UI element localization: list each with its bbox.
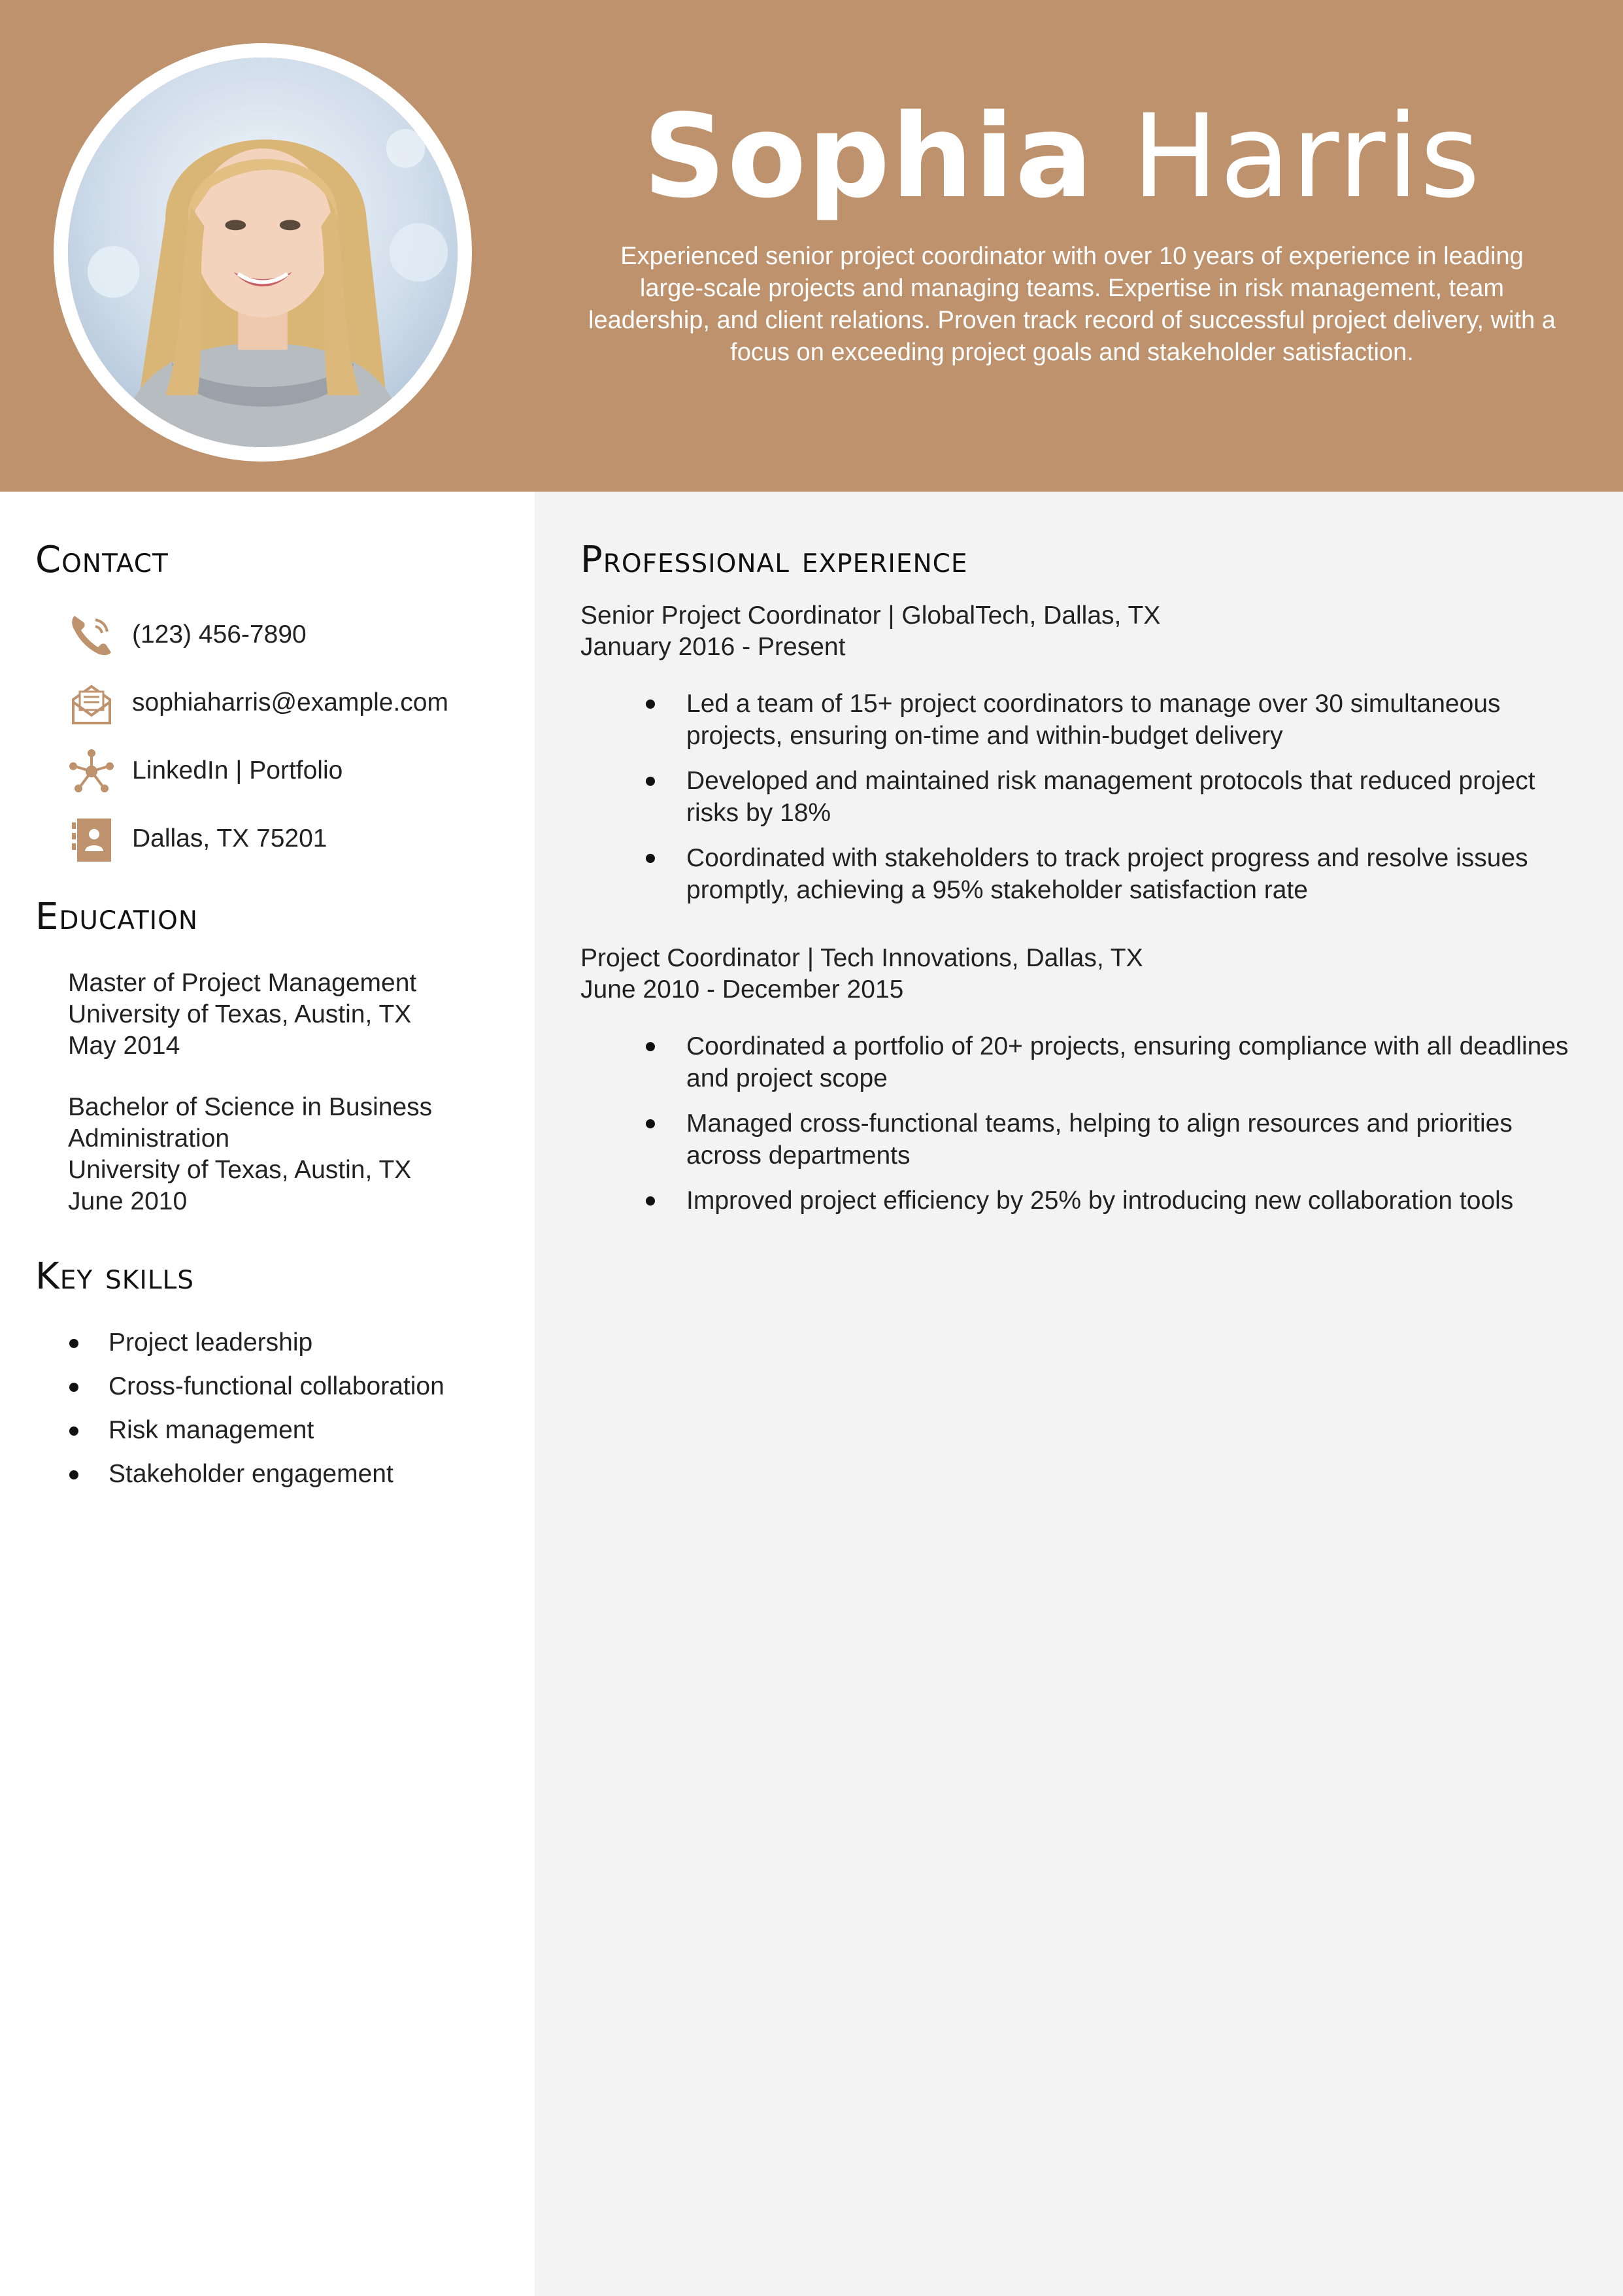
education-degree-continued: Administration (68, 1124, 230, 1153)
portrait-illustration (68, 58, 458, 447)
profile-photo-frame (54, 43, 472, 462)
education-school: University of Texas, Austin, TX (68, 1156, 412, 1184)
last-name: Harris (1131, 90, 1482, 224)
contact-phone-text: (123) 456-7890 (132, 620, 307, 649)
education-date: May 2014 (68, 1032, 180, 1060)
education-degree: Bachelor of Science in Business (68, 1093, 433, 1121)
education-school: University of Texas, Austin, TX (68, 1000, 412, 1028)
skills-heading: Key skills (35, 1255, 195, 1298)
education-entry (68, 968, 499, 1062)
job-bullets (639, 1030, 1581, 1230)
list-item: Improved project efficiency by 25% by introducing new collaboration tools (639, 1185, 1581, 1217)
education-degree: Master of Project Management (68, 969, 417, 997)
list-item: Developed and maintained risk management protocols that reduced project risks by 18% (639, 765, 1581, 829)
profile-photo (68, 58, 458, 447)
phone-icon (65, 609, 118, 662)
list-item: Stakeholder engagement (37, 1452, 444, 1496)
job-date: June 2010 - December 2015 (580, 975, 904, 1004)
job-title: Project Coordinator | Tech Innovations, Dallas, TX (580, 944, 1143, 972)
address-book-icon (65, 813, 118, 866)
contact-links-text[interactable]: LinkedIn | Portfolio (132, 756, 343, 785)
job-date: January 2016 - Present (580, 633, 846, 661)
list-item: Led a team of 15+ project coordinators to manage over 30 simultaneous projects, ensuring on-time and within-budget delivery (639, 688, 1581, 752)
mail-icon (65, 677, 118, 730)
job-bullets (639, 688, 1581, 919)
candidate-name (536, 92, 1588, 222)
profile-summary: Experienced senior project coordinator with over 10 years of experience in leading large-scale projects and managing teams. Expertise in risk management, team leadership, and client relations. Proven track record of successful project delivery, with a focus on exceeding project goals and stakeholder satisfaction. (588, 243, 1556, 366)
list-item: Cross-functional collaboration (37, 1364, 444, 1408)
skills-list (37, 1321, 444, 1496)
education-heading: Education (35, 896, 199, 938)
job-title: Senior Project Coordinator | GlobalTech, Dallas, TX (580, 601, 1161, 630)
list-item: Project leadership (37, 1321, 444, 1364)
network-icon (65, 745, 118, 798)
list-item: Risk management (37, 1408, 444, 1452)
education-entry (68, 1092, 499, 1217)
contact-email-text[interactable]: sophiaharris@example.com (132, 688, 448, 717)
header-banner (0, 0, 1623, 492)
list-item: Coordinated with stakeholders to track project progress and resolve issues promptly, achieving a 95% stakeholder satisfaction rate (639, 842, 1581, 906)
contact-heading: Contact (35, 539, 169, 581)
list-item: Coordinated a portfolio of 20+ projects, ensuring compliance with all deadlines and project scope (639, 1030, 1581, 1094)
list-item: Managed cross-functional teams, helping to align resources and priorities across departments (639, 1107, 1581, 1172)
education-date: June 2010 (68, 1187, 188, 1215)
first-name: Sophia (643, 90, 1094, 224)
experience-heading: Professional experience (580, 539, 968, 581)
contact-location-text: Dallas, TX 75201 (132, 824, 327, 853)
